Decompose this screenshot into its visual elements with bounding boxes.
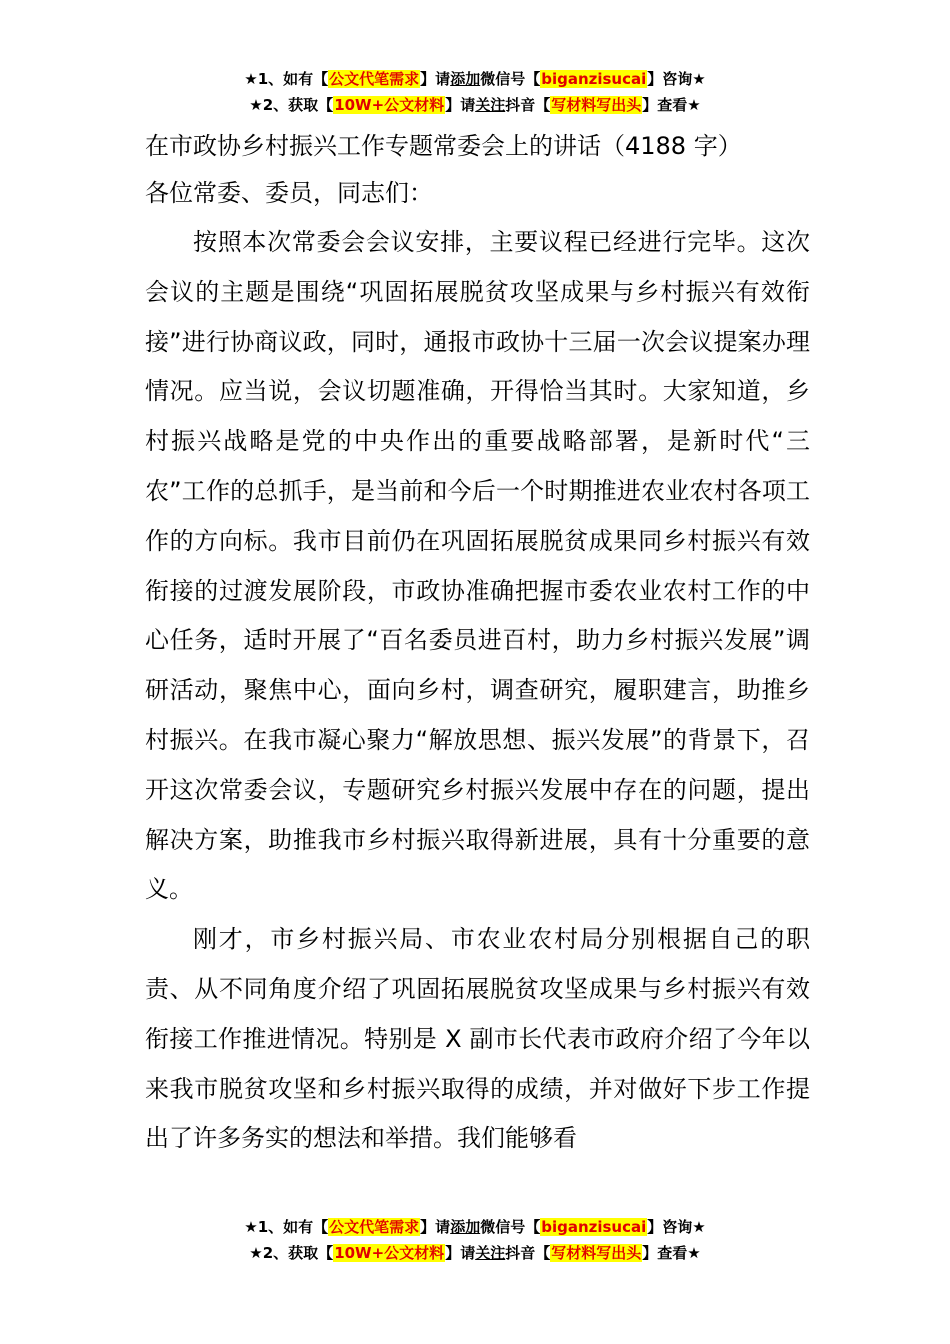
promo-text: 】咨询★ (647, 70, 706, 88)
promo-banner-top (0, 66, 950, 118)
promo-text: 】查看★ (642, 96, 701, 114)
promo-underlined: 添加 (450, 1218, 481, 1236)
promo-highlight: 10W+公文材料 (334, 96, 445, 114)
promo-banner-bottom (0, 1214, 950, 1266)
promo-text: 】咨询★ (647, 1218, 706, 1236)
promo-text: 】查看★ (642, 1244, 701, 1262)
promo-text: 】请 (445, 1244, 476, 1262)
promo-text: 微信号【 (480, 1218, 541, 1236)
promo-text: ★2、获取【 (249, 96, 334, 114)
promo-highlight: 公文代笔需求 (329, 70, 420, 88)
promo-text: 抖音【 (505, 1244, 551, 1262)
promo-underlined: 关注 (475, 96, 506, 114)
paragraph: 刚才，市乡村振兴局、市农业农村局分别根据自己的职责、从不同角度介绍了巩固拓展脱贫攻坚成果与乡村振兴有效衔接工作推进情况。特别是 X 副市长代表市政府介绍了今年以来我市脱贫攻坚和乡村振兴取得的成绩，并对做好下步工作提出了许多务实的想法和举措。我们能够看 (145, 925, 810, 1153)
promo-text: 抖音【 (505, 96, 551, 114)
promo-line-1 (0, 1214, 950, 1240)
promo-highlight: 写材料写出头 (551, 96, 642, 114)
salutation: 各位常委、委员，同志们： (145, 179, 433, 207)
promo-text: ★1、如有【 (244, 70, 329, 88)
promo-highlight: 写材料写出头 (551, 1244, 642, 1262)
promo-highlight: biganzisucai (541, 1218, 647, 1236)
promo-line-2 (0, 1240, 950, 1266)
promo-highlight: 公文代笔需求 (329, 1218, 420, 1236)
promo-underlined: 添加 (450, 70, 481, 88)
paragraph: 按照本次常委会会议安排，主要议程已经进行完毕。这次会议的主题是围绕“巩固拓展脱贫攻坚成果与乡村振兴有效衔接”进行协商议政，同时，通报市政协十三届一次会议提案办理情况。应当说，会议切题准确，开得恰当其时。大家知道，乡村振兴战略是党的中央作出的重要战略部署，是新时代“三农”工作的总抓手，是当前和今后一个时期推进农业农村各项工作的方向标。我市目前仍在巩固拓展脱贫成果同乡村振兴有效衔接的过渡发展阶段，市政协准确把握市委农业农村工作的中心任务，适时开展了“百名委员进百村，助力乡村振兴发展”调研活动，聚焦中心，面向乡村，调查研究，履职建言，助推乡村振兴。在我市凝心聚力“解放思想、振兴发展”的背景下，召开这次常委会议，专题研究乡村振兴发展中存在的问题，提出解决方案，助推我市乡村振兴取得新进展，具有十分重要的意义。 (145, 228, 810, 904)
promo-text: 】请 (420, 1218, 451, 1236)
promo-text: ★2、获取【 (249, 1244, 334, 1262)
document-title: 在市政协乡村振兴工作专题常委会上的讲话（4188 字） (145, 132, 742, 160)
document-body (145, 124, 810, 1164)
promo-text: 】请 (445, 96, 476, 114)
promo-highlight: 10W+公文材料 (334, 1244, 445, 1262)
promo-underlined: 关注 (475, 1244, 506, 1262)
promo-text: ★1、如有【 (244, 1218, 329, 1236)
promo-line-1 (0, 66, 950, 92)
promo-highlight: biganzisucai (541, 70, 647, 88)
promo-text: 微信号【 (480, 70, 541, 88)
promo-text: 】请 (420, 70, 451, 88)
promo-line-2 (0, 92, 950, 118)
